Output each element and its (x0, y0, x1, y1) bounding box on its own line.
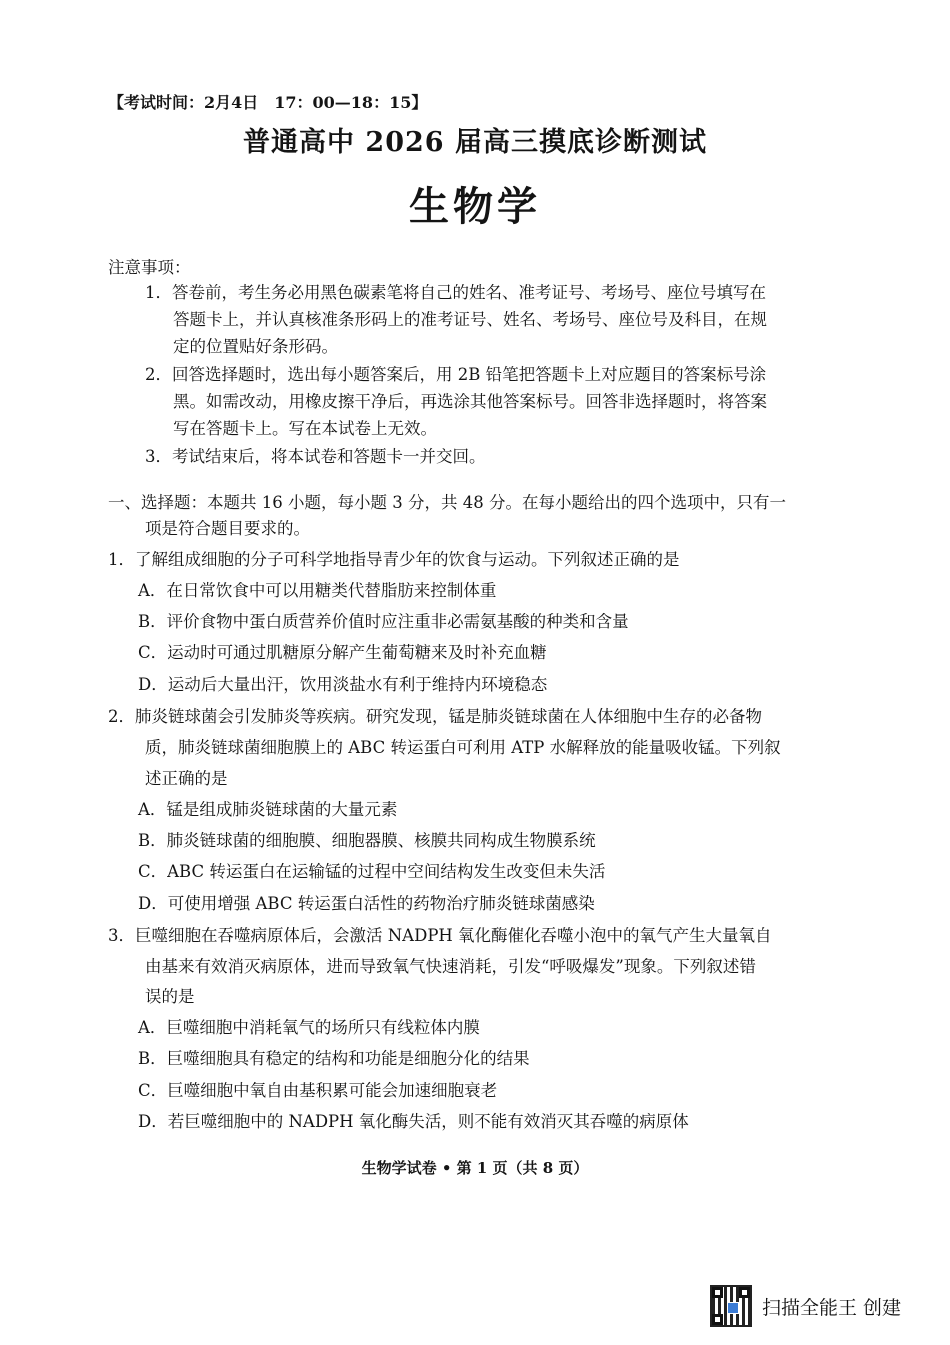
question-1-option-d: D．运动后大量出汗，饮用淡盐水有利于维持内环境稳态 (138, 675, 548, 694)
question-3-stem: 3．巨噬细胞在吞噬病原体后，会激活 NADPH 氧化酶催化吞噬小泡中的氧气产生大量氧自 (108, 926, 772, 945)
qr-code-icon (710, 1285, 752, 1327)
question-3-option-a: A．巨噬细胞中消耗氧气的场所只有线粒体内膜 (138, 1018, 480, 1037)
question-3-option-b: B．巨噬细胞具有稳定的结构和功能是细胞分化的结果 (138, 1049, 530, 1068)
question-1-option-c: C．运动时可通过肌糖原分解产生葡萄糖来及时补充血糖 (138, 643, 547, 662)
page-footer: 生物学试卷 • 第 1 页（共 8 页） (361, 1159, 589, 1177)
question-2-option-a: A．锰是组成肺炎链球菌的大量元素 (138, 800, 398, 819)
question-3-stem: 由基来有效消灭病原体，进而导致氧气快速消耗，引发“呼吸爆发”现象。下列叙述错 (145, 957, 756, 976)
section-heading: 一、选择题：本题共 16 小题，每小题 3 分，共 48 分。在每小题给出的四个选项中，只有一 (108, 493, 786, 512)
question-1-option-a: A．在日常饮食中可以用糖类代替脂肪来控制体重 (138, 581, 497, 600)
scanner-label: 扫描全能王 创建 (762, 1296, 902, 1319)
notice-line: 定的位置贴好条形码。 (173, 337, 338, 356)
notice-line: 1．答卷前，考生务必用黑色碳素笔将自己的姓名、准考证号、考场号、座位号填写在 (145, 283, 766, 302)
question-2-option-b: B．肺炎链球菌的细胞膜、细胞器膜、核膜共同构成生物膜系统 (138, 831, 596, 850)
question-2-stem: 述正确的是 (145, 769, 228, 788)
exam-title: 普通高中 2026 届高三摸底诊断测试 (243, 127, 707, 158)
question-1-option-b: B．评价食物中蛋白质营养价值时应注重非必需氨基酸的种类和含量 (138, 612, 629, 631)
question-2-option-c: C．ABC 转运蛋白在运输锰的过程中空间结构发生改变但未失活 (138, 862, 606, 881)
subject-title: 生物学 (409, 183, 541, 230)
notice-line: 答题卡上，并认真核准条形码上的准考证号、姓名、考场号、座位号及科目，在规 (173, 310, 767, 329)
notice-line: 3．考试结束后，将本试卷和答题卡一并交回。 (145, 447, 486, 466)
question-2-stem: 质，肺炎链球菌细胞膜上的 ABC 转运蛋白可利用 ATP 水解释放的能量吸收锰。下列叙 (145, 738, 781, 757)
question-2-stem: 2．肺炎链球菌会引发肺炎等疾病。研究发现，锰是肺炎链球菌在人体细胞中生存的必备物 (108, 707, 762, 726)
question-1-stem: 1．了解组成细胞的分子可科学地指导青少年的饮食与运动。下列叙述正确的是 (108, 550, 680, 569)
question-3-option-c: C．巨噬细胞中氧自由基积累可能会加速细胞衰老 (138, 1081, 498, 1100)
question-3-stem: 误的是 (145, 987, 195, 1006)
notice-heading: 注意事项： (108, 258, 191, 277)
question-3-option-d: D．若巨噬细胞中的 NADPH 氧化酶失活，则不能有效消灭其吞噬的病原体 (138, 1112, 689, 1131)
notice-line: 黑。如需改动，用橡皮擦干净后，再选涂其他答案标号。回答非选择题时，将答案 (173, 392, 767, 411)
notice-line: 写在答题卡上。写在本试卷上无效。 (173, 419, 437, 438)
exam-time: 【考试时间：2月4日 17：00—18：15】 (108, 93, 428, 112)
question-2-option-d: D．可使用增强 ABC 转运蛋白活性的药物治疗肺炎链球菌感染 (138, 894, 595, 913)
scanner-watermark (710, 1285, 901, 1327)
section-heading: 项是符合题目要求的。 (145, 519, 310, 538)
notice-line: 2．回答选择题时，选出每小题答案后，用 2B 铅笔把答题卡上对应题目的答案标号涂 (145, 365, 767, 384)
